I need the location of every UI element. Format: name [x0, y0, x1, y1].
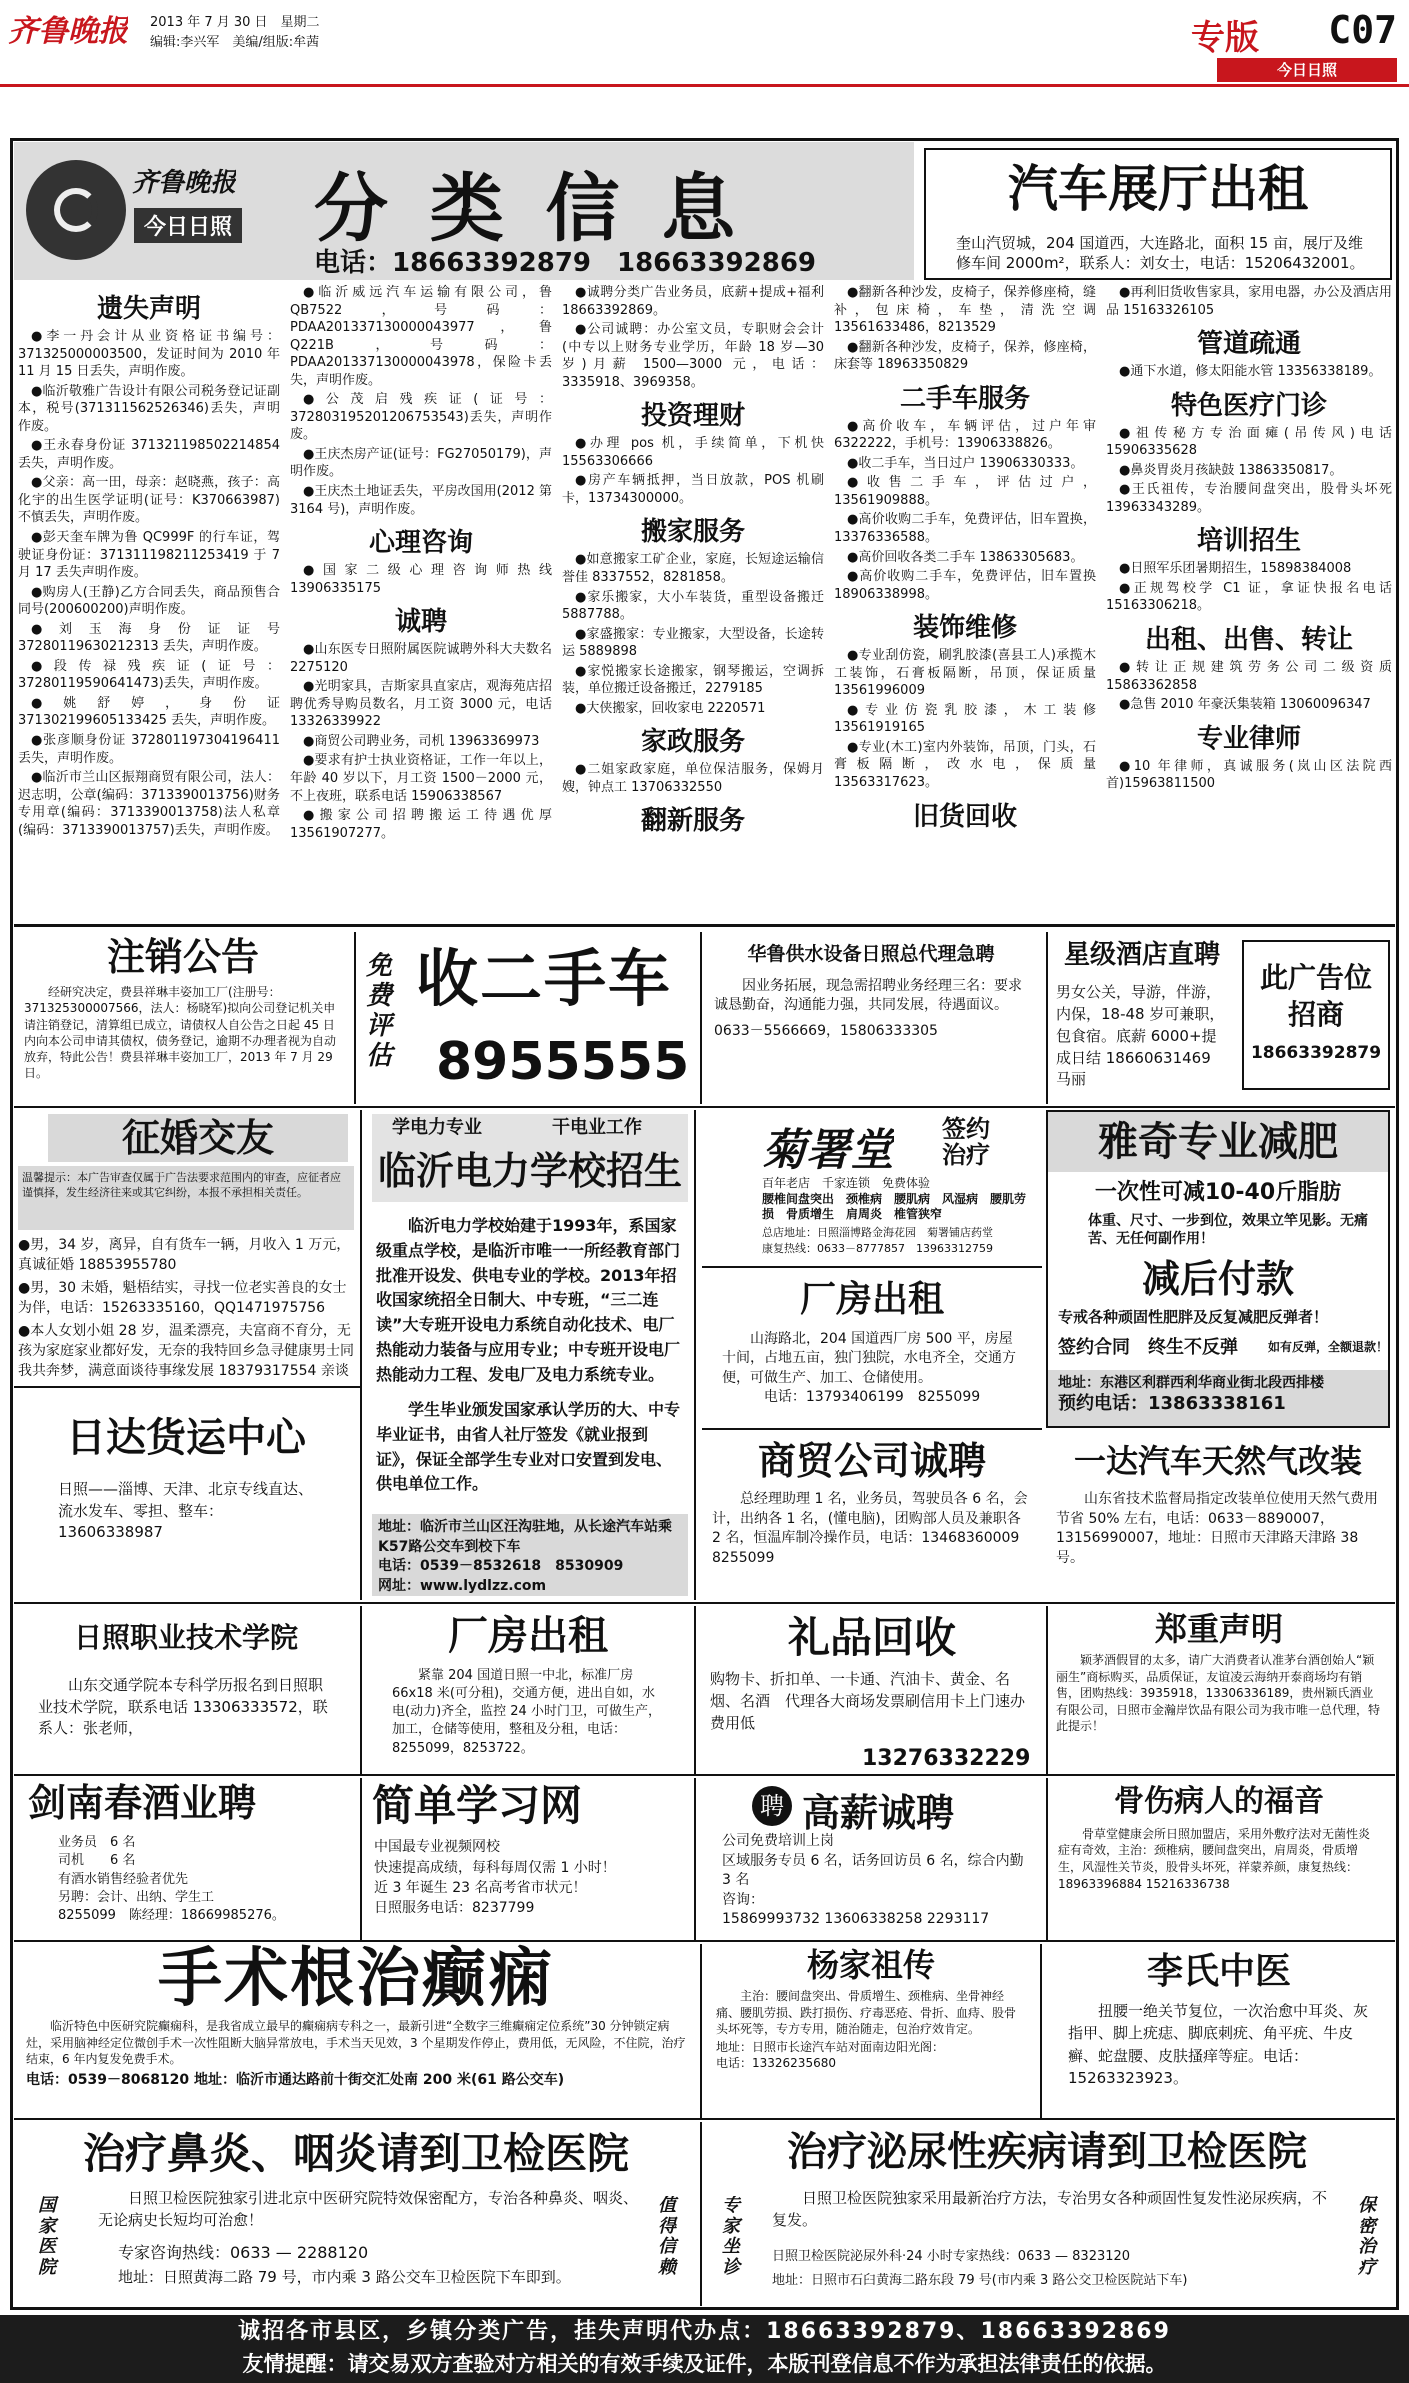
- list-item: ●转让正规建筑劳务公司二级资质 15863362858: [1106, 660, 1392, 693]
- ad-solemn-statement: [1046, 1606, 1390, 1774]
- col-lost: [18, 284, 280, 920]
- list-item: ●专业仿瓷乳胶漆，木工装修 13561919165: [834, 702, 1096, 736]
- ad-epilepsy: [18, 1944, 694, 2118]
- list-item: ●购房人(王静)乙方合同丢失，商品预售合同号(200600200)声明作废。: [18, 584, 280, 618]
- ad-factory-rent-1-body: 山海路北，204 国道西厂房 500 平，房屋十间，占地五亩，独门独院，水电齐全，交通方便，可做生产、加工、仓储使用。: [722, 1330, 1016, 1386]
- ad-study-web-title: 简单学习网: [372, 1781, 583, 1830]
- list-item: ●王氏祖传，专治腰间盘突出，股骨头坏死 13963343289。: [1106, 482, 1392, 515]
- ad-matchmaking-title: 征婚交友: [48, 1114, 348, 1162]
- list-item: ●家盛搬家：专业搬家，大型设备，长途转运 5889898: [562, 626, 824, 660]
- ad-power-school-title: 临沂电力学校招生: [377, 1149, 682, 1193]
- ad-power-school-addr: 地址：临沂市兰山区汪沟驻地，从长途汽车站乘K57路公交车到校下车: [378, 1519, 672, 1555]
- ad-urology-title: 治疗泌尿性疾病请到卫检医院: [787, 2129, 1307, 2175]
- page-number: C07: [1328, 8, 1397, 52]
- ad-vocational-college-title: 日照职业技术学院: [73, 1621, 298, 1654]
- row-divider: [14, 2118, 1395, 2120]
- ad-water-equip-title: 华鲁供水设备日照总代理急聘: [747, 943, 995, 965]
- ad-yang-family: [700, 1944, 1042, 2118]
- section-band: 今日日照: [1217, 58, 1397, 82]
- list-item: ●家悦搬家长途搬家，钢琴搬运，空调拆装，单位搬迁设备搬迁，2279185: [562, 663, 824, 697]
- ad-factory-rent-1-tel: 电话：13793406199 8255099: [763, 1389, 981, 1406]
- list-item: ●正规驾校学 C1 证，拿证快报名电话 15163306218。: [1106, 580, 1392, 614]
- ad-usedcar-side: 免费评估: [366, 952, 393, 1071]
- ad-jushutang-addr: 总店地址：日照淄博路金海花园 菊署铺店药堂: [762, 1226, 993, 1239]
- ad-slimming-line1: 一次性可减10-40斤脂肪: [1094, 1180, 1342, 1205]
- header-rule: [0, 84, 1409, 87]
- list-item: ●如意搬家工矿企业，家庭，长短途运输信誉佳 8337552，8281858。: [562, 552, 824, 586]
- ad-deregistration-title: 注销公告: [106, 935, 259, 979]
- row-divider: [14, 1602, 1395, 1604]
- ad-slimming-line4: 专戒各种顽固性肥胖及反复减肥反弹者！: [1058, 1308, 1329, 1326]
- ad-slimming-tel: 预约电话：13863338161: [1058, 1393, 1286, 1415]
- ad-rhinitis-title: 治疗鼻炎、咽炎请到卫检医院: [82, 2129, 629, 2178]
- ad-hotel-title: 星级酒店直聘: [1063, 940, 1220, 970]
- row-divider: [14, 1106, 1395, 1108]
- row-divider: [14, 924, 1395, 927]
- col-usedcar-heading: 二手车服务: [899, 383, 1030, 414]
- ad-high-salary: [702, 1778, 1042, 1940]
- ad-factory-rent-1-title: 厂房出租: [799, 1279, 944, 1320]
- list-item: ●高价收车，车辆评估，过户年审 6322222，手机号：13906338826。: [834, 418, 1096, 452]
- list-item: ●日照军乐团暑期招生，15898384008: [1119, 561, 1352, 577]
- ad-bone-injury-body: 骨草堂健康会所日照加盟店，采用外敷疗法对无菌性炎症有奇效，主治：颈椎病，腰间盘突出，肩周炎，骨质增生，风湿性关节炎，股骨头坏死，祥蒙养颜，康复热线：18963396884 15216336738: [1058, 1826, 1371, 1891]
- ad-study-web-body: 中国最专业视频网校 快速提高成绩，每科每周仅需 1 小时！ 近 3 年诞生 23 名高考省市状元！ 日照服务电话：8237799: [374, 1839, 616, 1917]
- ad-slimming-contact: [1048, 1370, 1388, 1426]
- ad-freight-title: 日达货运中心: [66, 1415, 306, 1461]
- list-item: ●鼻炎胃炎月孩缺鼓 13863350817。: [1119, 462, 1343, 478]
- ad-urology-addr: 地址：日照市石臼黄海二路东段 79 号(市内乘 3 路公交卫检医院站下车): [772, 2273, 1188, 2288]
- list-item: ●高价收购二手车，免费评估，旧车置换，13376336588。: [834, 512, 1096, 546]
- col-psy-heading: 心理咨询: [368, 528, 473, 559]
- section-name: 专版: [1191, 18, 1259, 58]
- ad-hotel: [1046, 932, 1236, 1104]
- ad-freight-body: 日照——淄博、天津、北京专线直达、流水发车、零担、整车：13606338987: [58, 1479, 314, 1542]
- ad-rhinitis: [18, 2122, 694, 2306]
- ad-rhinitis-tel: 专家咨询热线：0633 — 2288120: [118, 2243, 369, 2262]
- ad-space-title: 此广告位招商: [1259, 961, 1372, 1031]
- list-item: ●专业刮仿瓷，刷乳胶漆(喜县工人)承揽木工装饰，石膏板隔断，吊顶，保证质量 13561996009: [834, 648, 1096, 699]
- ad-epilepsy-body: 临沂特色中医研究院癫痫科，是我省成立最早的癫痫病专科之一，最新引进“全数字三维癫痫定位系统”30 分钟锁定病灶，采用脑神经定位微创手术一次性阻断大脑异常放电，手术当天见效，3 个星期发作停止，费用低，无风险，不住院，治疗结束，6 年内复发免费手术。: [26, 2019, 686, 2066]
- col-training-heading: 培训招生: [1196, 526, 1301, 557]
- ad-rhinitis-side: 国家医院: [38, 2196, 56, 2279]
- ad-space-phone: 18663392879: [1250, 1042, 1382, 1063]
- row-divider: [14, 1774, 1395, 1776]
- ad-trade-hiring-title: 商贸公司诚聘: [757, 1439, 986, 1483]
- list-item: ●办理 pos 机，手续简单，下机快 15563306666: [562, 436, 824, 469]
- issue-date: 2013 年 7 月 30 日 星期二: [150, 15, 320, 30]
- auto-hall-title: 汽车展厅出租: [1008, 160, 1308, 218]
- ad-high-salary-badge: 聘: [752, 1786, 792, 1826]
- list-item: ●段传禄残疾证(证号：37280119590641473)丢失，声明作废。: [18, 658, 280, 692]
- col-invest-heading: 投资理财: [640, 401, 745, 432]
- block-divider: [14, 1386, 360, 1388]
- footer-line-2: 友情提醒：请交易双方查验对方相关的有效手续及证件，本版刊登信息不作为承担法律责任的依据。: [242, 2352, 1167, 2376]
- ad-hotel-body: 男女公关，导游，伴游，内保，18-48 岁可兼职，包食宿。底薪 6000+提成日结 18660631469 马丽: [1056, 983, 1226, 1089]
- ad-trade-hiring: [702, 1432, 1042, 1602]
- ad-power-school-web: 网址：www.lydlzz.com: [378, 1577, 547, 1594]
- ad-liquor-hiring: [18, 1778, 354, 1940]
- ad-yang-family-tel: 电话：13326235680: [716, 2055, 836, 2070]
- ad-slimming-line5: 签约合同 终生不反弹: [1058, 1337, 1238, 1358]
- list-item: ●翻新各种沙发，皮椅子，保养修座椅，缝补，包床椅，车垫，清洗空调 13561633486，8213529: [834, 285, 1096, 336]
- col-misc: [1106, 284, 1392, 920]
- ad-water-equip-phone: 0633－5566669，15806333305: [714, 1023, 938, 1040]
- list-item: ●二姐家政家庭，单位保洁服务，保姆月嫂，钟点工 13706332550: [562, 762, 824, 795]
- banner-logo-swirl: [54, 188, 98, 232]
- ad-slimming-addr: 地址：东港区利群西利华商业街北段西排楼: [1058, 1375, 1324, 1391]
- row-divider: [14, 1940, 1395, 1942]
- ad-gift-recycle-phone: 13276332229: [862, 1746, 1031, 1771]
- list-item: ●搬家公司招聘搬运工待遇优厚 13561907277。: [290, 808, 552, 841]
- list-item: ●临沂威远汽车运输有限公司，鲁 QB7522，号码：PDAA201337130000043977，鲁 Q221B，号码：PDAA201337130000043978，保险卡丢失，声明作废。: [290, 285, 552, 388]
- ad-epilepsy-title: 手术根治癫痫: [158, 1944, 554, 2016]
- ad-study-web: [360, 1778, 696, 1940]
- list-item: ●公茂启残疾证(证号：372803195201206753543)丢失，声明作废。: [290, 392, 552, 443]
- list-item: ●诚聘分类广告业务员，底薪+提成+福利 18663392869。: [562, 285, 824, 318]
- ad-jushutang-tel: 康复热线：0633－8777857 13963312759: [762, 1242, 993, 1255]
- ad-liquor-hiring-body: 业务员 6 名 司机 6 名 有酒水销售经验者优先 另聘：会计、出纳、学生工 8255099 陈经理：18669985276。: [58, 1835, 285, 1923]
- col-jobs-heading: 诚聘: [394, 607, 447, 638]
- ad-rhinitis-side2: 值得信赖: [658, 2196, 676, 2279]
- col-decor-heading: 装饰维修: [912, 613, 1017, 644]
- ad-yang-family-body: 主治：腰间盘突出、骨质增生、颈椎病、坐骨神经痛、腰肌劳损、跌打损伤、疗毒恶疮、骨折、血痔、股骨头坏死等，专方专用，随治随走，包治疗效肯定。: [716, 1989, 1017, 2037]
- ad-deregistration: [18, 932, 348, 1104]
- ad-power-school-contact: [372, 1514, 688, 1596]
- list-item: ●祖传秘方专治面瘫(吊传风)电话 15906335628: [1106, 425, 1392, 459]
- list-item: ●彭天奎车牌为鲁 QC999F 的行车证，驾驶证身份证：371311198211253419 于 7 月 17 丢失声明作废。: [18, 530, 280, 581]
- ad-factory-rent-2: [360, 1606, 696, 1774]
- ad-power-school-body2: 学生毕业颁发国家承认学历的大、中专毕业证书，由省人社厅签发《就业报到证》，保证全部学生专业对口安置到发电、供电单位工作。: [376, 1400, 681, 1494]
- ad-epilepsy-tel: 电话：0539－8068120 地址：临沂市通达路前十街交汇处南 200 米(61 路公交车): [26, 2071, 565, 2088]
- ad-usedcar-buy: [354, 932, 694, 1104]
- col-services: [562, 284, 824, 920]
- editor-credits: 编辑:李兴军 美编/组版:牟茜: [150, 35, 320, 50]
- banner-logo-sub: 今日日照: [134, 208, 242, 243]
- list-item: ●急售 2010 年豪沃集装箱 13060096347: [1119, 697, 1371, 713]
- list-item: ●刘玉海身份证证号 37280119630212313 丢失，声明作废。: [18, 621, 280, 655]
- ad-power-school: [360, 1110, 696, 1600]
- ad-gas-conversion-body: 山东省技术监督局指定改装单位使用天然气费用节省 50% 左右，电话：0633－8890007，13156990007，地址：日照市天津路天津路 38 号。: [1056, 1491, 1378, 1567]
- ad-slimming-line6: 如有反弹，全额退款！: [1268, 1340, 1388, 1354]
- ad-urology-tel: 日照卫检医院泌尿外科·24 小时专家热线：0633 — 8323120: [772, 2249, 1131, 2264]
- ad-factory-rent-2-body: 紧靠 204 国道日照一中北，标准厂房 66x18 米(可分租)，交通方便，进出自如，水电(动力)齐全，监控 24 小时门卫，可做生产，加工，仓储等使用，整租及分租，电话：8255099，8253722。: [392, 1667, 661, 1756]
- ad-gas-conversion-title: 一达汽车天然气改装: [1073, 1442, 1362, 1480]
- ad-water-equip-body: 因业务拓展，现急需招聘业务经理三名：要求诚恳勤奋，沟通能力强，共同发展，待遇面议。: [714, 978, 1022, 1013]
- ad-li-tcm-title: 李氏中医: [1146, 1951, 1291, 1992]
- list-item: ●王庆杰房产证(证号：FG27050179)，声明作废。: [290, 446, 552, 480]
- ad-rhinitis-body: 日照卫检医院独家引进北京中医研究院特效保密配方，专治各种鼻炎、咽炎、无论病史长短均可治愈！: [98, 2189, 638, 2229]
- ad-factory-rent-1: [702, 1270, 1042, 1422]
- list-item: ●王庆杰土地证丢失，平房改国用(2012 第 3164 号)，声明作废。: [290, 484, 552, 517]
- list-item: ●家乐搬家，大小车装货，重型设备搬迁 5887788。: [562, 589, 824, 623]
- list-item: ●光明家具，吉斯家具直家店，观海苑店招聘优秀导购员数名，月工资 3000 元，电话 13326339922: [290, 679, 552, 730]
- masthead-logo: 齐鲁晚报: [8, 14, 128, 49]
- list-item: ●通下水道，修太阳能水管 13356338189。: [1119, 364, 1382, 380]
- ad-slimming-line3: 减后付款: [1141, 1257, 1294, 1301]
- ad-gift-recycle-body: 购物卡、折扣单、一卡通、汽油卡、黄金、名烟、名酒 代理各大商场发票刷信用卡上门速办费用低: [710, 1670, 1026, 1732]
- list-item: ●本人女划小姐 28 岁，温柔漂亮，夫富商不育分，无孩为家庭家业都好发，无奈的我特回乡急寻健康男士同我共奔梦，满意面谈待事缘发展 18379317554 亲谈: [18, 1323, 354, 1379]
- block-divider: [702, 1428, 1042, 1430]
- col-recycle-heading: 旧货回收: [912, 801, 1017, 832]
- ad-jushutang-body: 腰椎间盘突出 颈椎病 腰肌病 风湿病 腰肌劳损 骨质增生 肩周炎 椎管狭窄: [762, 1192, 1027, 1221]
- list-item: ●高价回收各类二手车 13863305683。: [847, 549, 1084, 565]
- ad-li-tcm: [1048, 1944, 1390, 2118]
- ad-power-school-tel: 电话：0539－8532618 8530909: [378, 1558, 624, 1575]
- col-lost-heading: 遗失声明: [96, 294, 201, 324]
- ad-high-salary-title: 高薪诚聘: [802, 1791, 955, 1835]
- col-cars: [834, 284, 1096, 920]
- block-divider: [702, 1266, 1042, 1268]
- ad-matchmaking-list: [18, 1236, 354, 1381]
- ad-slimming-title: 雅奇专业减肥: [1048, 1112, 1388, 1172]
- list-item: ●姚舒婷，身份证 371302199605133425 丢失，声明作废。: [18, 695, 280, 729]
- ad-deregistration-body: 经研究决定，费县祥琳丰姿加工厂(注册号：371325300007566，法人：杨晓军)拟向公司登记机关申请注销登记，清算组已成立，请债权人自公告之日起 45 日内向本公司申请其债权，债务登记，逾期不办理者视为自动放弃，特此公告！费县祥琳丰姿加工厂，2013 年 7 月 29 日。: [24, 985, 337, 1081]
- list-item: ●房产车辆抵押，当日放款，POS 机刷卡，13734300000。: [562, 473, 824, 506]
- banner-logo-text: 齐鲁晚报: [132, 168, 237, 198]
- ad-power-school-top2: 干电业工作: [552, 1117, 642, 1138]
- ad-gift-recycle: [702, 1606, 1042, 1774]
- ad-gift-recycle-title: 礼品回收: [787, 1613, 956, 1662]
- ad-jushutang-sub: 百年老店 千家连锁 免费体验: [762, 1176, 931, 1190]
- list-item: ●专业(木工)室内外装饰，吊顶，门头，石膏板隔断，改水电，保质量 13563317623。: [834, 739, 1096, 791]
- list-item: ●商贸公司聘业务，司机 13963369973: [303, 733, 540, 749]
- ad-trade-hiring-body: 总经理助理 1 名，业务员，驾驶员各 6 名，会计，出纳各 1 名，(懂电脑)，团购部人员及兼职各 2 名，恒温库制冷操作员，电话：13468360009 8255099: [712, 1491, 1028, 1566]
- ad-vocational-college-body: 山东交通学院本专科学历报名到日照职业技术学院，联系电话 13306333572，联系人：张老师，: [38, 1675, 328, 1738]
- list-item: ●男，34 岁，离异，自有货车一辆，月收入 1 万元，真诚征婚 18853955780: [18, 1237, 351, 1273]
- ad-li-tcm-body: 扭腰一绝关节复位，一次治愈中耳炎、灰指甲、脚上疣痣、脚底刺疣、角平疣、牛皮癣、蛇盘腰、皮肤搔痒等症。电话：15263323923。: [1068, 2001, 1369, 2088]
- ad-solemn-statement-title: 郑重声明: [1154, 1610, 1283, 1648]
- list-item: ●再利旧货收售家具，家用电器，办公及酒店用品 15163326105: [1106, 285, 1392, 318]
- auto-hall-body: 奎山汽贸城，204 国道西，大连路北，面积 15 亩，展厅及维修车间 2000m²，联系人：刘女士，电话：15206432001。: [956, 234, 1365, 272]
- list-item: ●王永春身份证 371321198502214854 丢失，声明作废。: [18, 438, 280, 471]
- ad-yang-family-title: 杨家祖传: [806, 1946, 935, 1984]
- list-item: ●公司诚聘：办公室文员，专职财会会计(中专以上财务专业学历，年龄 18 岁—30 岁)月薪 1500—3000 元，电话：3335918、3969358。: [562, 322, 824, 390]
- col-housekeeping-heading: 家政服务: [640, 727, 745, 758]
- list-item: ●李一丹会计从业资格证书编号：371325000003500，发证时间为 2010 年 11 月 15 日丢失，声明作废。: [18, 329, 280, 380]
- list-item: ●大侠搬家，回收家电 2220571: [575, 700, 766, 716]
- ad-high-salary-body: 公司免费培训上岗 区域服务专员 6 名，话务回访员 6 名，综合内勤 3 名 咨询： 15869993732 13606338258 2293117: [722, 1833, 1024, 1928]
- ad-slimming: [1046, 1110, 1390, 1428]
- footer-line-1: 诚招各市县区，乡镇分类广告，挂失声明代办点：18663392879、18663392869: [238, 2319, 1171, 2344]
- ad-space-vacant: [1242, 940, 1390, 1090]
- ad-liquor-hiring-title: 剑南春酒业聘: [28, 1781, 257, 1825]
- ad-power-school-top1: 学电力专业: [392, 1117, 482, 1138]
- ad-gas-conversion: [1046, 1432, 1390, 1602]
- col-lawyer-heading: 专业律师: [1196, 723, 1301, 754]
- col-medical-heading: 特色医疗门诊: [1170, 390, 1327, 421]
- ad-bone-injury: [1046, 1778, 1390, 1940]
- ad-jushutang-contract: 签约治疗: [942, 1116, 990, 1169]
- ad-power-school-body: 临沂电力学校始建于1993年，系国家级重点学校，是临沂市唯一一所经教育部门批准开设发、供电专业的学校。2013年招收国家统招全日制大、中专班，“三二连读”大专班开设电力系统自动化技术、电厂热能动力装备与应用专业；中专班开设电厂热能动力工程、发电厂及电力系统专业。: [376, 1216, 681, 1384]
- ad-yang-family-addr: 地址：日照市长途汽车站对面南边阳光阁：: [716, 2039, 945, 2054]
- ad-usedcar-title: 收二手车: [416, 942, 673, 1015]
- list-item: ●男，30 未婚，魁梧结实，寻找一位老实善良的女士为伴，电话：15263335160，QQ1471975756: [18, 1280, 347, 1316]
- ad-factory-rent-2-title: 厂房出租: [448, 1613, 608, 1659]
- footer-band: [0, 2315, 1409, 2383]
- list-item: ●10 年律师，真诚服务(岚山区法院西首)15963811500: [1106, 758, 1392, 792]
- ad-usedcar-phone: 8955555: [436, 1032, 690, 1092]
- list-item: ●张彦顺身份证 372801197304196411 丢失，声明作废。: [18, 733, 280, 766]
- list-item: ●翻新各种沙发，皮椅子，保养，修座椅，床套等 18963350829: [834, 339, 1096, 373]
- col-pipe-heading: 管道疏通: [1196, 329, 1301, 360]
- list-item: ●临沂市兰山区振翔商贸有限公司，法人：迟志明，公章(编码：3713390013756)财务专用章(编码：3713390013758)法人私章(编码：3713390013757)丢失，声明作废。: [18, 770, 280, 838]
- col-moving-heading: 搬家服务: [640, 517, 745, 548]
- ad-jushutang: [702, 1110, 1042, 1262]
- list-item: ●收售二手车，评估过户，13561909888。: [834, 475, 1096, 508]
- ad-freight: [18, 1392, 354, 1602]
- ad-urology-body: 日照卫检医院独家采用最新治疗方法，专治男女各种顽固性复发性泌尿疾病，不复发。: [772, 2189, 1328, 2229]
- ad-vocational-college: [18, 1606, 354, 1774]
- list-item: ●国家二级心理咨询师热线 13906335175: [290, 563, 552, 596]
- col-jobs: [290, 284, 552, 920]
- ad-urology-side: 专家坐诊: [722, 2196, 740, 2279]
- list-item: ●山东医专日照附属医院诚聘外科大夫数名 2275120: [290, 642, 552, 675]
- banner-title: 分 类 信 息: [314, 166, 744, 252]
- col-renovate-heading: 翻新服务: [640, 806, 745, 837]
- col-rent-heading: 出租、出售、转让: [1144, 625, 1353, 656]
- ad-jushutang-title: 菊署堂: [762, 1125, 894, 1176]
- list-item: ●收二手车，当日过户 13906330333。: [847, 455, 1084, 471]
- ad-solemn-statement-body: 颖茅酒假冒的太多，请广大消费者认准茅台酒创始人“颖丽生”商标购买，品质保证，友谊凌云海纳开泰商场均有销售，团购热线：3935918，13306336189，贵州颖氏酒业有限公司，日照市金瀚岸饮品有限公司为我市唯一总代理，特此提示！: [1056, 1653, 1381, 1734]
- banner-phone: 电话：18663392879 18663392869: [314, 248, 816, 278]
- ad-bone-injury-title: 骨伤病人的福音: [1114, 1784, 1324, 1819]
- ad-urology-side2: 保密治疗: [1358, 2196, 1376, 2279]
- auto-hall-ad: [924, 148, 1392, 280]
- list-item: ●临沂敬雅广告设计有限公司税务登记证副本，税号(371311562526346)丢失，声明作废。: [18, 383, 280, 434]
- ad-matchmaking-note: 温馨提示：本广告审查仅属于广告法要求范围内的审查，应征者应谨慎择，发生经济往来或其它纠纷，本报不承担相关责任。: [18, 1166, 354, 1230]
- ad-matchmaking: [18, 1110, 354, 1382]
- list-item: ●高价收购二手车，免费评估，旧车置换 18906338998。: [834, 569, 1096, 602]
- ad-water-equip: [700, 932, 1040, 1104]
- ad-slimming-line2: 体重、尺寸、一步到位，效果立竿见影。无痛苦、无任何副作用！: [1088, 1213, 1368, 1248]
- list-item: ●要求有护士执业资格证，工作一年以上，年龄 40 岁以下，月工资 1500－2000 元，不上夜班，联系电话 15906338567: [290, 753, 552, 804]
- ad-urology: [700, 2122, 1390, 2306]
- list-item: ●父亲：高一田，母亲：赵晓燕，孩子：高化宇的出生医学证明(证号：K370663987)不慎丢失，声明作废。: [18, 475, 280, 526]
- ad-rhinitis-addr: 地址：日照黄海二路 79 号，市内乘 3 路公交车卫检医院下车即到。: [118, 2268, 571, 2286]
- banner: [14, 142, 914, 280]
